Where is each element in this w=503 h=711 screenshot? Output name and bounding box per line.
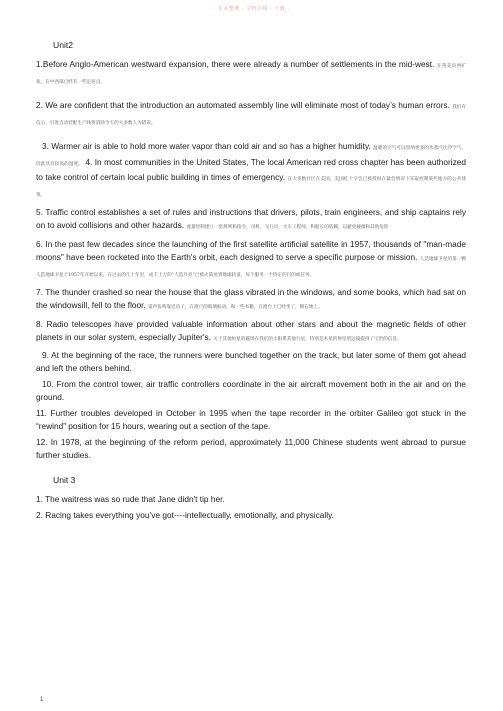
sentence-en: 6. In the past few decades since the launching of the first satellite artificial satellite in 1957, thousands of "man-made moons" have been rocketed into the Earth's orbit, each designed to serve a specific purpose or mission. [36, 239, 466, 262]
sentence-en: 8. Radio telescopes have provided valuable information about other stars and about the magnetic fields of other planets in our solar system, especially Jupiter's. [36, 318, 466, 342]
sentence-en: 2. We are confident that the introduction an automated assembly line will eliminate most of today’s human errors. [36, 99, 450, 110]
sentence-cn: 雷声轰鸣靠近房子，在窗户的玻璃振动，和一些书籍，在窗台上已经坐了，倒在地上。 [148, 304, 323, 310]
sentence-en: 1. The waitress was so rude that Jane didn't tip her. [36, 493, 225, 504]
unit3-heading: Unit 3 [53, 474, 76, 485]
sentence-3-4 [36, 140, 466, 204]
sentence-12 [36, 436, 466, 462]
unit3-sentence-2 [36, 509, 466, 522]
sentence-1 [36, 58, 466, 90]
sentence-cn: 我们有信心，引进自动装配生产线将消除今天的大多数人为错误。 [36, 104, 466, 126]
sentence-11 [36, 407, 466, 433]
unit2-heading: Unit2 [53, 40, 74, 50]
sentence-cn: 流量控制建立一套规则和指令，司机，飞行员，火车工程师，和船长的依赖，以避免碰撞和其他危险 [186, 225, 389, 231]
unit3-sentence-1 [36, 493, 466, 506]
sentence-en: 1.Before Anglo-American westward expansion, there were already a number of settlements in the mid-west. [36, 59, 435, 69]
sentence-5 [36, 206, 466, 235]
sentence-en: 7. The thunder crashed so near the house that the glass vibrated in the windows, and some books, which had sat on the windowsill, fell to the floor. [36, 286, 466, 310]
sentence-cn: 在大多数社区在美国，美国红十字会已被授权在紧急情况下采取控制某些地方的公共建筑。 [36, 177, 466, 199]
sentence-cn: 温暖的空气可以容纳更多的水蒸汽比冷空气，因此具有较高的湿度。 [36, 145, 466, 167]
sentence-en: 9. At the beginning of the race, the runners were bunched together on the track, but later some of them got ahead and left the others behind. [36, 350, 466, 374]
sentence-6 [36, 238, 466, 283]
document-page [36, 40, 466, 524]
sentence-en: 3. Warmer air is able to hold more water vapor than cold air and so has a higher humidity. [42, 140, 371, 151]
sentence-en: 2. Racing takes everything you’ve got----intellectually, emotionally, and physically. [36, 509, 334, 520]
sentence-8 [36, 318, 466, 347]
page-number: 1 [40, 697, 44, 703]
sentence-2 [36, 99, 466, 131]
sentence-7 [36, 286, 466, 315]
sentence-en: 4. In most communities in the United States, The local American red cross chapter has been authorized to take control of certain local public building in times of emergency. [36, 156, 466, 183]
sentence-cn: 在英美向西扩张，在中西部已经有一些定居点。 [36, 64, 466, 85]
sentence-cn: 人造地球卫星的第一颗人造地球卫星于1957年开始以来，在过去的几十年里，成千上万的“人造月亮”已被火箭送到地球轨道，每个服务一个特定的目的或任务。 [36, 256, 466, 278]
sentence-9 [36, 349, 466, 375]
sentence-en: 10. From the control tower, air traffic controllers coordinate in the air aircraft movement both in the air and on the ground. [36, 379, 466, 403]
sentence-en: 5. Traffic control establishes a set of rules and instructions that drivers, pilots, train engineers, and ship captains rely on to avoid collisions and other hazards. [36, 207, 466, 231]
sentence-cn: 关于其他恒星的磁场在我们的太阳系其他行星，特别是木星的射电望远镜提供了宝贵的信息。 [213, 336, 402, 342]
sentence-en: 12. In 1978, at the beginning of the reform period, approximately 11,000 Chinese students went abroad to pursue further studies. [36, 436, 466, 460]
sentence-en: 11. Further troubles developed in October in 1995 when the tape recorder in the orbiter Galileo got stuck in the “rewind” position for 15 hours, wearing out a section of the tape. [36, 408, 466, 431]
sentence-10 [36, 378, 466, 404]
watermark: · 专业整理 · 文档在线 · 下载 · [213, 6, 290, 12]
